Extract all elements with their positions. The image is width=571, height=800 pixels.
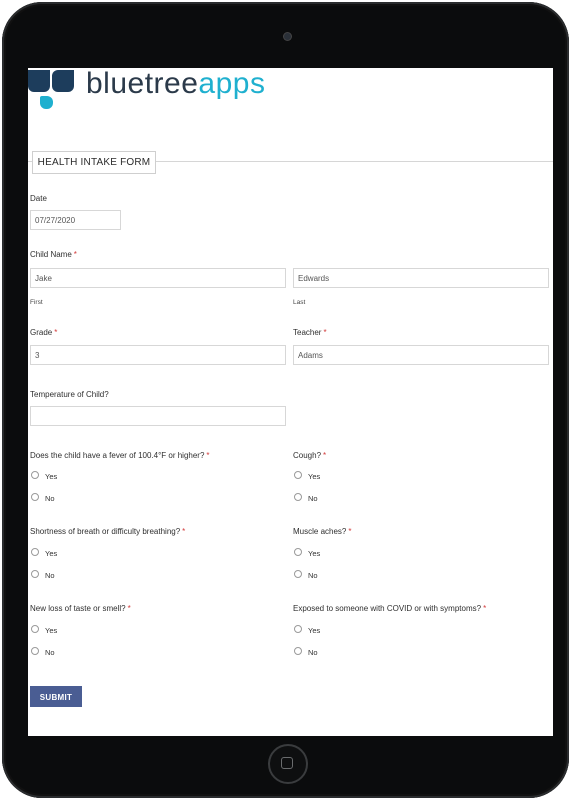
radio-button[interactable] [294,647,302,655]
date-label: Date [30,194,47,203]
radio-button[interactable] [294,570,302,578]
radio-button[interactable] [31,570,39,578]
screen: bluetreeapps HEALTH INTAKE FORM Date 07/27/2020 Child Name * Jake Edwards First Last Grade * 3 Teacher * Adams Temperature of Child? Does the child have a fever of 100.4°F or higher? * Yes No Cough? * Yes No Shortness of breath or difficulty breathing? * Yes No Muscle aches? * Yes No New loss of taste or smell? * Yes No Exposed to someone with COVID or with symptoms? * Yes No SUBMIT [28,68,553,736]
radio-button[interactable] [31,493,39,501]
home-icon [281,757,293,769]
camera-icon [284,33,291,40]
fever-question-label: Does the child have a fever of 100.4°F or higher? * [30,451,210,460]
logo-tile-icon [28,70,50,92]
temperature-label: Temperature of Child? [30,390,109,399]
grade-label: Grade * [30,328,58,337]
radio-button[interactable] [31,625,39,633]
exposure-question-label: Exposed to someone with COVID or with symptoms? * [293,604,487,613]
home-button[interactable] [268,744,308,784]
brand-wordmark: bluetreeapps [86,68,266,100]
breath-question-label: Shortness of breath or difficulty breathing? * [30,527,186,536]
teacher-input[interactable]: Adams [293,345,549,365]
radio-button[interactable] [294,625,302,633]
logo-tile-icon [52,70,74,92]
first-sublabel: First [30,299,43,306]
grade-input[interactable]: 3 [30,345,286,365]
child-first-name-input[interactable]: Jake [30,268,286,288]
logo-tile-icon [40,96,53,109]
tablet-frame [2,2,569,798]
date-input[interactable]: 07/27/2020 [30,210,121,230]
taste-question-label: New loss of taste or smell? * [30,604,131,613]
cough-question-label: Cough? * [293,451,327,460]
submit-button[interactable]: SUBMIT [30,686,82,707]
radio-button[interactable] [31,647,39,655]
radio-button[interactable] [294,493,302,501]
temperature-input[interactable] [30,406,286,426]
last-sublabel: Last [293,299,306,306]
radio-button[interactable] [31,548,39,556]
form-title: HEALTH INTAKE FORM [32,151,156,174]
radio-button[interactable] [31,471,39,479]
radio-button[interactable] [294,548,302,556]
brand-logo [28,68,298,112]
teacher-label: Teacher * [293,328,327,337]
child-last-name-input[interactable]: Edwards [293,268,549,288]
radio-button[interactable] [294,471,302,479]
muscle-question-label: Muscle aches? * [293,527,352,536]
child-name-label: Child Name * [30,250,77,259]
